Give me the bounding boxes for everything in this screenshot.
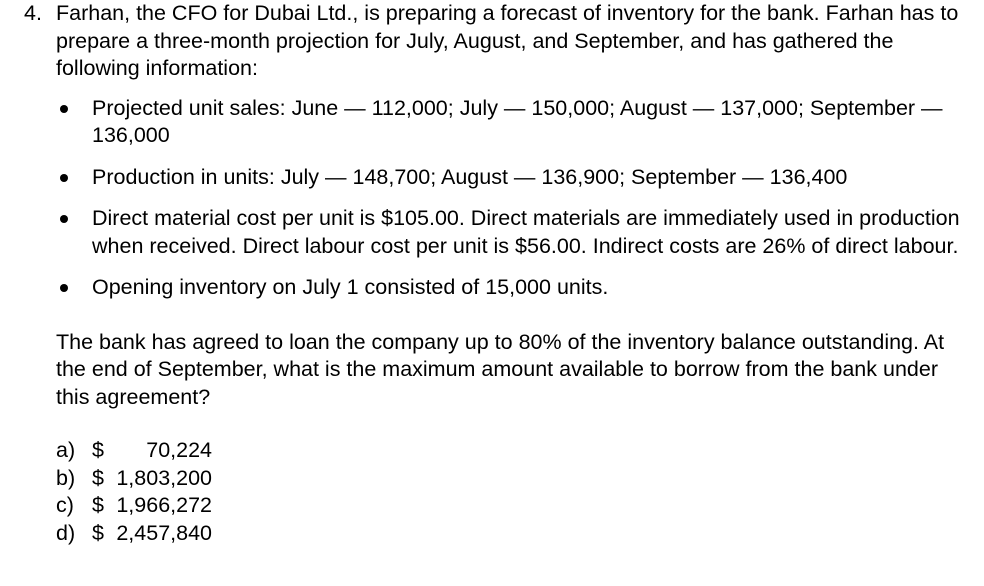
info-text: Direct material cost per unit is $105.00. Direct materials are immediately used in production when received. Direct labour cost per unit is $56.00. Indirect costs are 26% of direct labour.: [92, 206, 960, 258]
choice-currency: $: [92, 520, 104, 545]
info-item-production: [56, 164, 974, 192]
info-item-costs: [56, 205, 974, 260]
question-block: [24, 0, 974, 547]
loan-question: The bank has agreed to loan the company up to 80% of the inventory balance outstanding. At the end of September, what is the maximum amount available to borrow from the bank under this agreement?: [56, 329, 945, 409]
question-stem: Farhan, the CFO for Dubai Ltd., is preparing a forecast of inventory for the bank. Farhan has to prepare a three-month projection for July, August, and September, and has gathered the following information:: [56, 1, 959, 80]
choice-a: [56, 437, 974, 465]
choice-letter: d): [56, 520, 76, 545]
choice-currency: $: [92, 438, 104, 462]
question-number: 4.: [24, 1, 42, 25]
info-item-opening-inventory: [56, 274, 974, 302]
choice-currency: $: [92, 493, 104, 517]
info-list: [56, 95, 974, 302]
bullet-icon: [56, 205, 92, 260]
choice-amount: 1,966,272: [116, 493, 212, 517]
choice-letter: a): [56, 438, 76, 462]
answer-choices: [56, 437, 974, 547]
choice-letter: c): [56, 493, 74, 517]
choice-amount: 1,803,200: [116, 465, 212, 490]
question-body: [56, 0, 974, 547]
info-text: Production in units: July — 148,700; August — 136,900; September — 136,400: [92, 164, 848, 189]
choice-b: [56, 465, 974, 493]
choice-amount: 70,224: [146, 438, 212, 462]
bullet-icon: [56, 274, 92, 302]
choice-letter: b): [56, 465, 76, 490]
bullet-icon: [56, 164, 92, 192]
choice-currency: $: [92, 465, 104, 490]
info-text: Opening inventory on July 1 consisted of 15,000 units.: [92, 275, 609, 299]
info-text: Projected unit sales: June — 112,000; July — 150,000; August — 137,000; September — 136,000: [92, 95, 943, 147]
choice-c: [56, 492, 974, 520]
choice-d: [56, 520, 974, 548]
bullet-icon: [56, 95, 92, 150]
question-header: [24, 0, 974, 547]
choice-amount: 2,457,840: [116, 520, 212, 545]
info-item-sales: [56, 95, 974, 150]
